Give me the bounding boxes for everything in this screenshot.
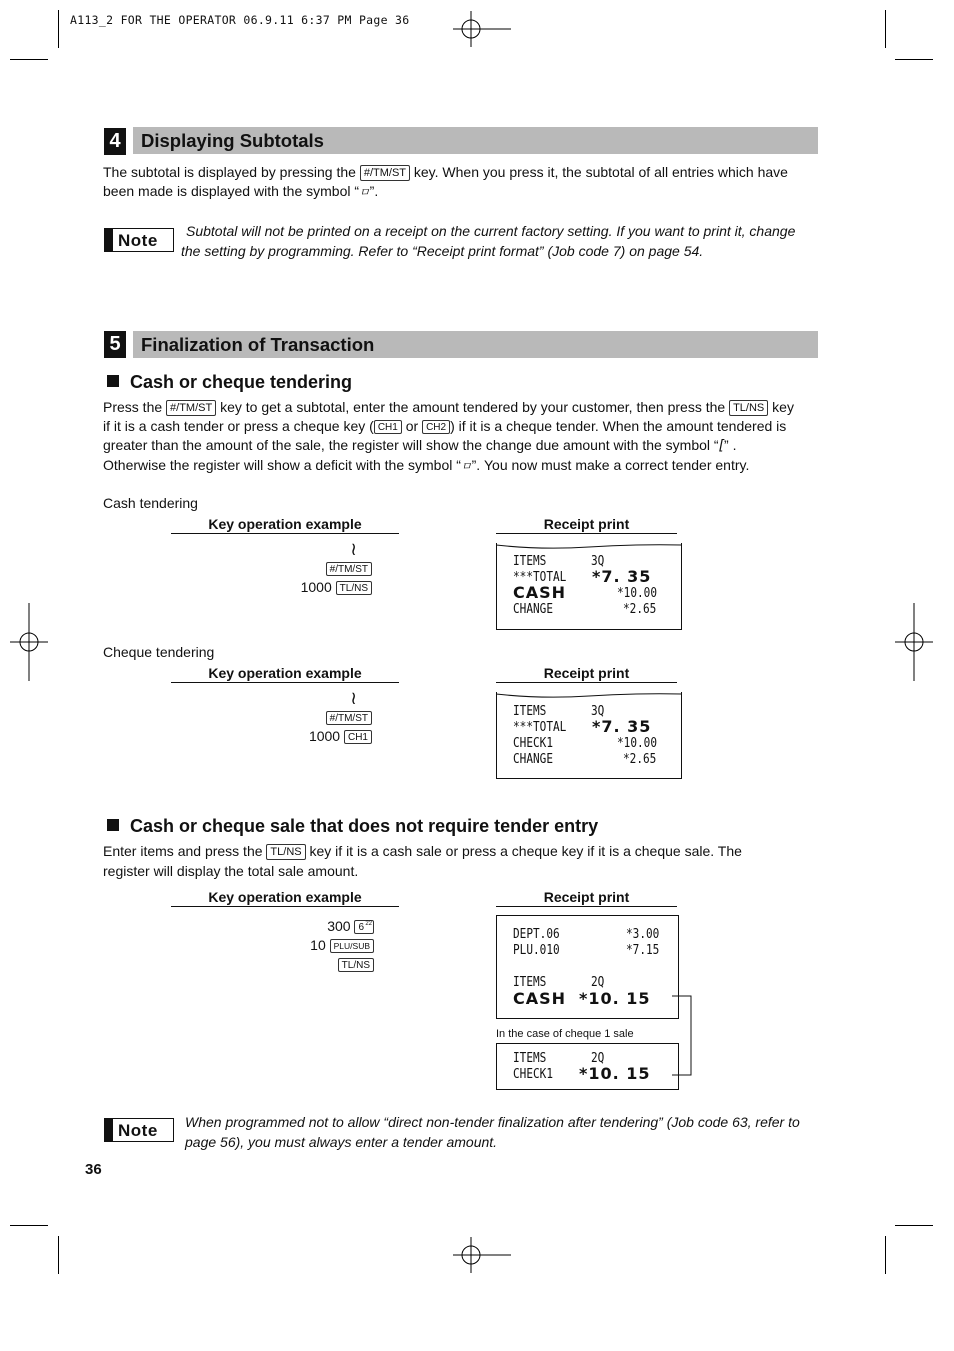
- key-total: TL/NS: [266, 844, 305, 860]
- crop-mark: [58, 10, 59, 48]
- section-title: Displaying Subtotals: [141, 130, 324, 151]
- crop-mark: [10, 1225, 48, 1226]
- key-total: TL/NS: [729, 400, 768, 416]
- key-subtotal: #/TM/ST: [360, 165, 410, 181]
- key-subtotal: #/TM/ST: [326, 562, 372, 576]
- key-ch2: CH2: [422, 420, 450, 434]
- column-heading: Key operation example: [171, 516, 399, 534]
- registration-mark-icon: [895, 603, 933, 681]
- receipt-cheque1-sale: ITEMS 2Q CHECK1 *10. 15: [496, 1043, 679, 1090]
- key-dept-6: 6 22: [354, 920, 374, 934]
- column-heading: Key operation example: [171, 889, 399, 907]
- key-total: TL/NS: [336, 581, 372, 595]
- note-badge: Note: [104, 1118, 174, 1142]
- change-symbol: [: [718, 438, 725, 454]
- crop-mark: [58, 1236, 59, 1274]
- key-operation: 300 6 22 10 PLU/SUB TL/NS: [310, 918, 372, 971]
- column-heading: Receipt print: [496, 665, 677, 683]
- registration-mark-icon: [10, 603, 48, 681]
- key-subtotal: #/TM/ST: [326, 711, 372, 725]
- column-heading: Receipt print: [496, 889, 677, 907]
- subtotal-symbol: ㅁ: [359, 186, 370, 199]
- paragraph: The subtotal is displayed by pressing the #/TM/ST key. When you press it, the subtotal of all entries which have been made is displayed with the symbol “ㅁ”.: [103, 164, 788, 199]
- registration-mark-icon: [453, 1237, 511, 1273]
- key-total: TL/NS: [338, 958, 374, 972]
- crop-mark: [895, 1225, 933, 1226]
- receipt-cash: ITEMS 3Q ***TOTAL *7. 35 CASH *10.00 CHANGE *2.65: [496, 543, 682, 630]
- crop-mark: [885, 1236, 886, 1274]
- crop-mark: [10, 59, 48, 60]
- connector-bracket: [670, 994, 694, 1078]
- section-number: 5: [104, 331, 126, 358]
- receipt-sale: DEPT.06 *3.00 PLU.010 *7.15 ITEMS 2Q CASH *10. 15: [496, 915, 679, 1019]
- note-badge: Note: [104, 228, 174, 252]
- key-plu-sub: PLU/SUB: [330, 939, 374, 953]
- section-number: 4: [104, 128, 126, 155]
- crop-mark: [895, 59, 933, 60]
- subheading: Cash or cheque sale that does not require tender entry: [107, 815, 598, 837]
- key-ch1: CH1: [374, 420, 402, 434]
- paragraph: Press the #/TM/ST key to get a subtotal, enter the amount tendered by your customer, then press the TL/NS key if it is a cash tender or press a cheque key ( CH1 or CH2 ) if it is a cheque tender. When the amount tendered is greater than the amount of the sale, the register will show the change due amount with the symbol “[” . Otherwise the register will show a deficit with the symbol “ㅁ”. You now must make a correct tender entry.: [103, 399, 794, 473]
- key-operation: ≀ #/TM/ST 1000 CH1: [250, 689, 372, 746]
- page-number: 36: [85, 1161, 102, 1178]
- section-title: Finalization of Transaction: [141, 334, 375, 355]
- note-text: When programmed not to allow “direct non-tender finalization after tendering” (Job code 63, refer to page 56), you must always enter a tender amount.: [185, 1114, 800, 1150]
- key-subtotal: #/TM/ST: [166, 400, 216, 416]
- print-header: A113_2 FOR THE OPERATOR 06.9.11 6:37 PM Page 36: [70, 13, 410, 27]
- deficit-symbol: ㅁ: [460, 460, 472, 473]
- caption: Cash tendering: [103, 495, 198, 511]
- column-heading: Receipt print: [496, 516, 677, 534]
- key-ch1: CH1: [344, 730, 372, 744]
- caption: Cheque tendering: [103, 644, 215, 660]
- subheading: Cash or cheque tendering: [107, 371, 352, 393]
- key-operation: ≀ #/TM/ST 1000 TL/NS: [250, 540, 372, 597]
- receipt-cheque: ITEMS 3Q ***TOTAL *7. 35 CHECK1 *10.00 CHANGE *2.65: [496, 692, 682, 779]
- column-heading: Key operation example: [171, 665, 399, 683]
- note-text: Subtotal will not be printed on a receipt on the current factory setting. If you want to print it, change the setting by programming. Refer to “Receipt print format” (Job code 7) on page 54.: [181, 223, 796, 259]
- registration-mark-icon: [453, 11, 511, 47]
- paragraph: Enter items and press the TL/NS key if it is a cash sale or press a cheque key if it is a cheque sale. The register will display the total sale amount.: [103, 843, 742, 879]
- crop-mark: [885, 10, 886, 48]
- caption: In the case of cheque 1 sale: [496, 1028, 634, 1040]
